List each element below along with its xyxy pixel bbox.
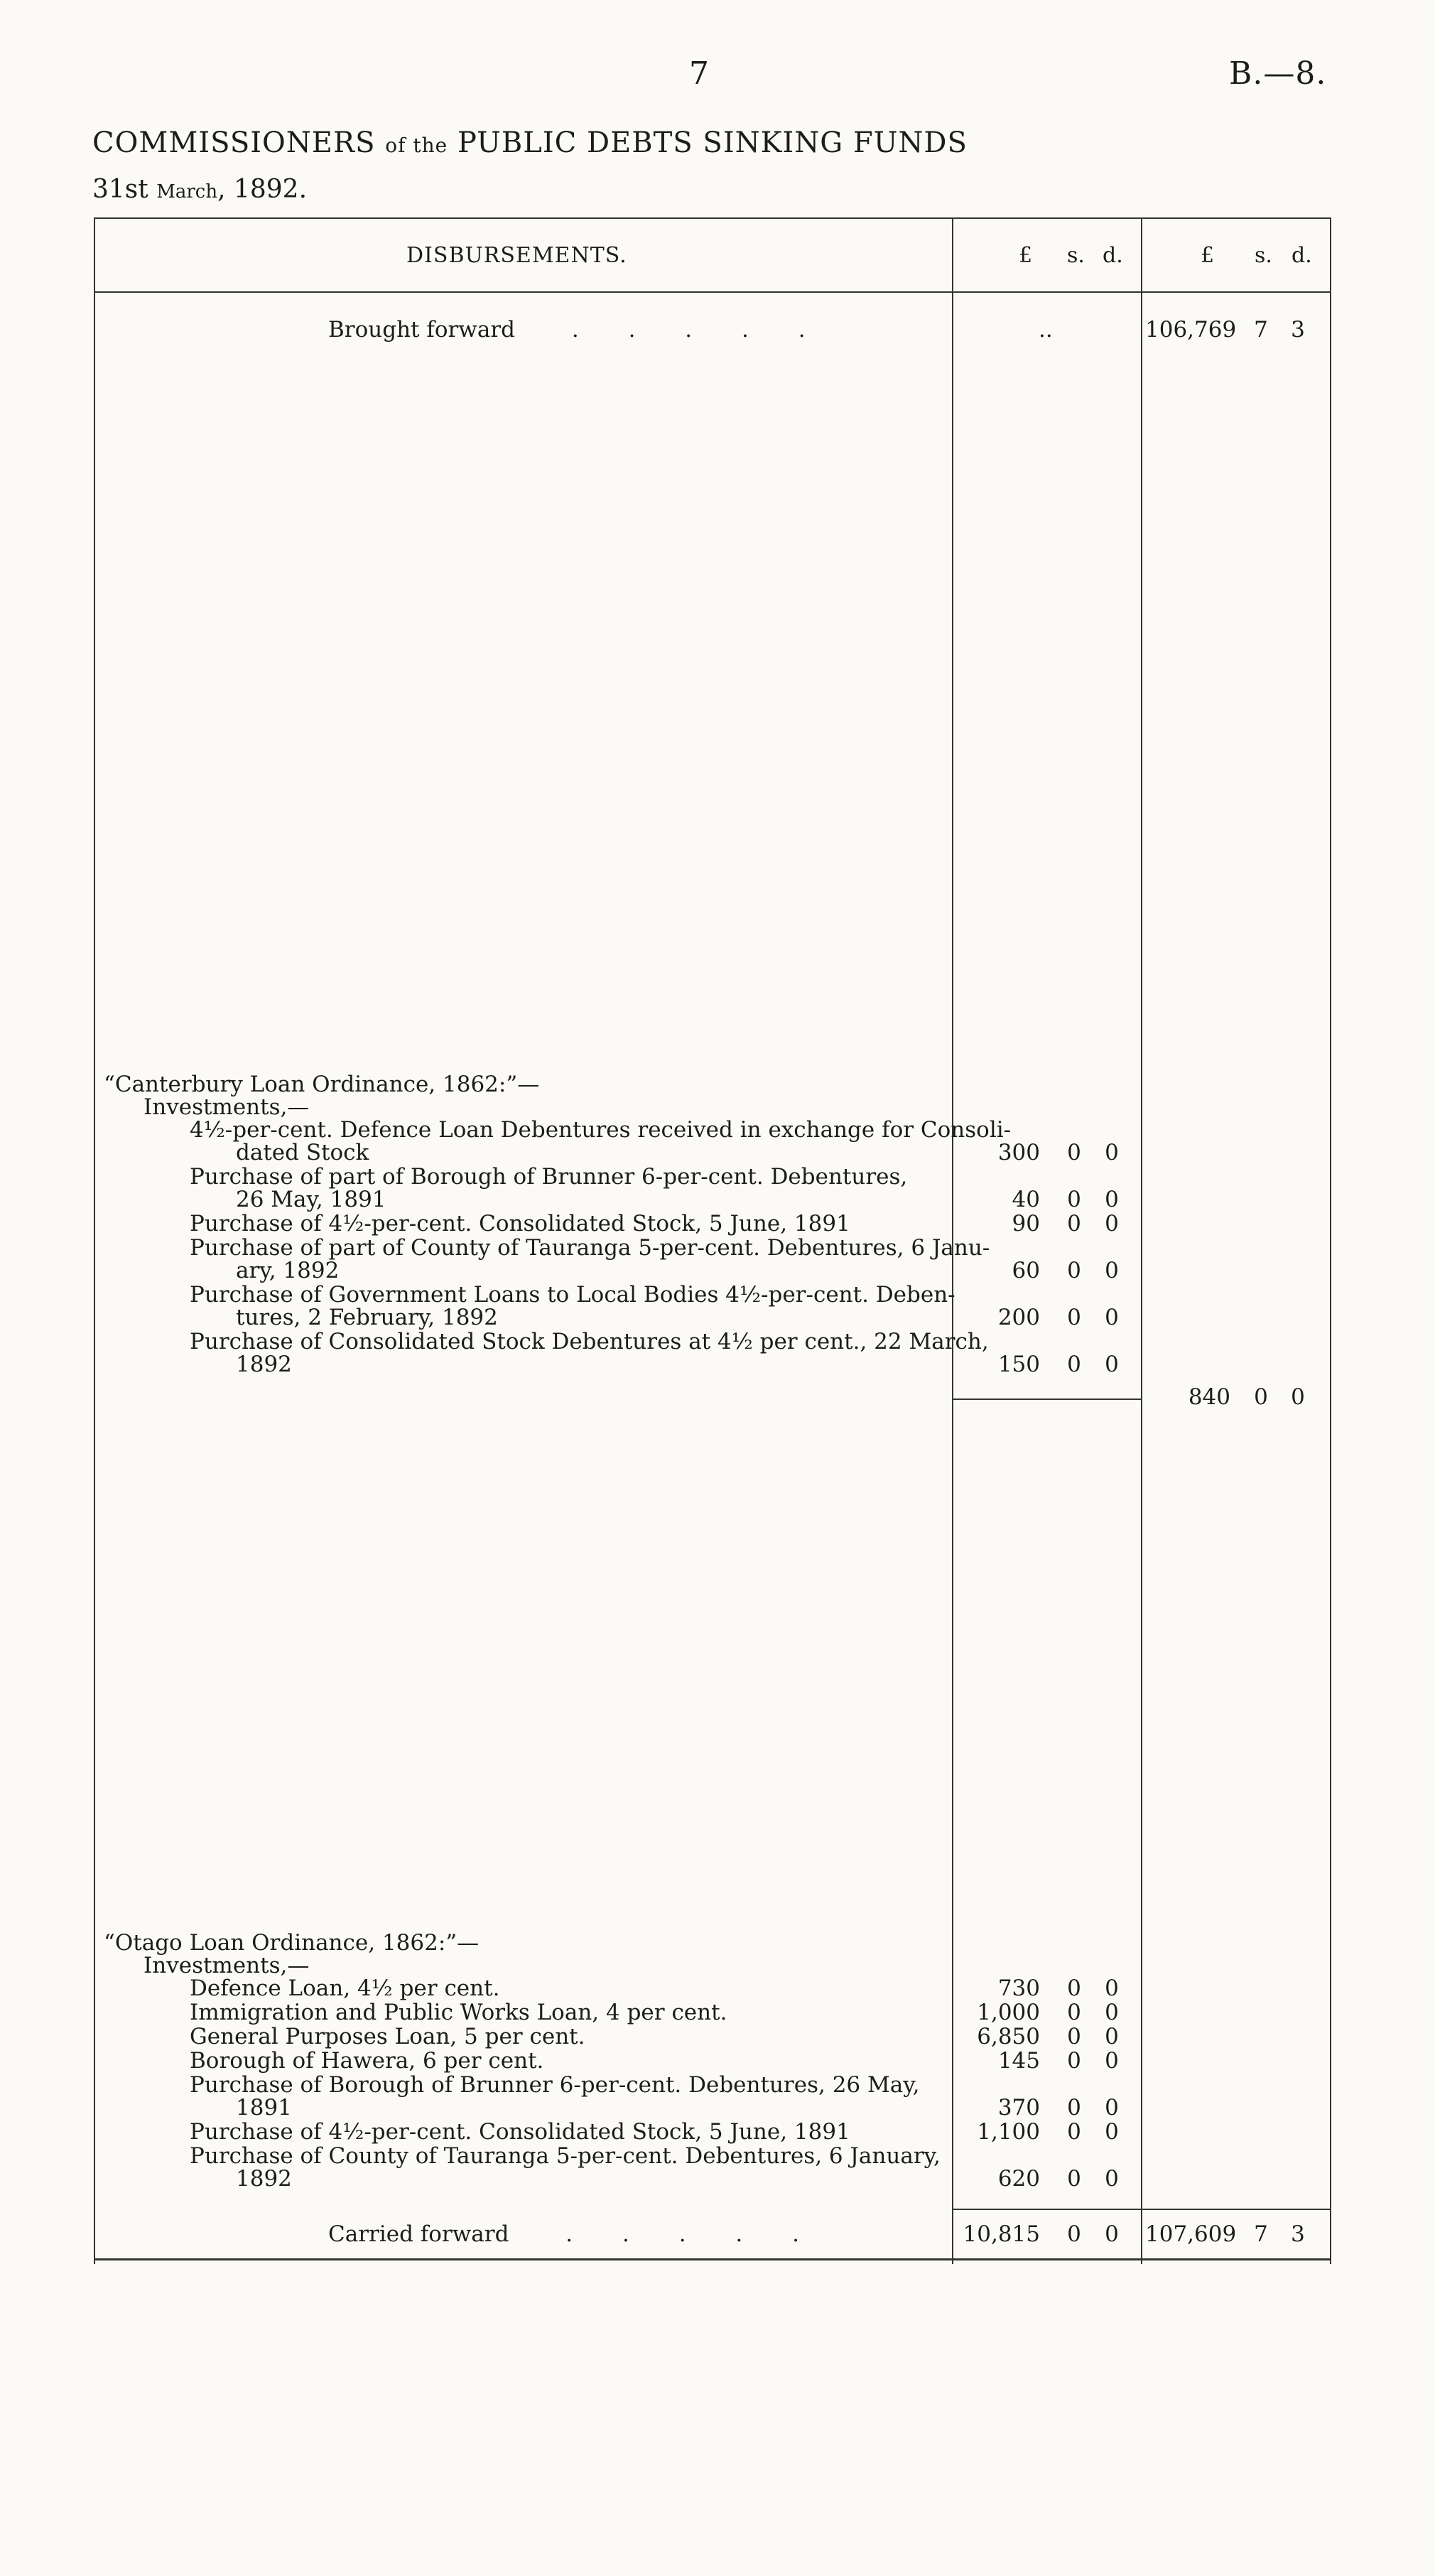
item-pounds: 40	[1012, 1187, 1040, 1212]
table-bottom-rule	[94, 2258, 1331, 2260]
item-line-1: Purchase of County of Tauranga 5-per-cent. Debentures, 6 January,	[190, 2143, 941, 2169]
item-line-2: 1892	[236, 2166, 292, 2192]
item-pounds: 60	[1012, 1258, 1040, 1283]
item-line-2: tures, 2 February, 1892	[236, 1305, 498, 1330]
item-pounds: 145	[997, 2048, 1040, 2074]
item-shillings: 0	[1067, 1140, 1081, 1165]
item-shillings: 0	[1067, 1352, 1081, 1377]
item-pounds: 90	[1012, 1211, 1040, 1236]
brought-forward-pence: 3	[1291, 317, 1305, 343]
date-year: , 1892.	[217, 175, 308, 204]
column-rule-2	[1141, 217, 1142, 2264]
item-pence: 0	[1105, 2024, 1119, 2049]
table-right-rule	[1330, 217, 1331, 2264]
page-title	[92, 126, 968, 159]
carried-forward-label	[328, 2221, 821, 2247]
brought-forward-col1: ..	[1039, 317, 1053, 343]
item-pounds: 1,000	[977, 2000, 1040, 2025]
item-line-2: ary, 1892	[236, 1258, 340, 1283]
item-line-2: 1891	[236, 2095, 292, 2120]
document-reference: B.—8.	[1229, 55, 1327, 92]
item-pounds: 200	[997, 1305, 1040, 1330]
item-line-2: 1892	[236, 1352, 292, 1377]
otago-subheading: Investments,—	[144, 1953, 310, 1978]
item-shillings: 0	[1067, 2095, 1081, 2120]
item-line-1: Defence Loan, 4½ per cent.	[190, 1976, 500, 2001]
table-left-rule	[94, 217, 95, 2264]
item-pence: 0	[1105, 1211, 1119, 1236]
carried-forward-col2-shillings: 7	[1254, 2221, 1268, 2247]
item-pounds: 620	[997, 2166, 1040, 2192]
leader-dots: . . . . .	[565, 2221, 821, 2247]
item-shillings: 0	[1067, 2166, 1081, 2192]
header-col2-pounds: £	[1201, 243, 1215, 268]
header-rule	[94, 291, 1331, 293]
item-pence: 0	[1105, 1305, 1119, 1330]
item-line-1: Borough of Hawera, 6 per cent.	[190, 2048, 544, 2074]
canterbury-subtotal-rule	[953, 1399, 1141, 1400]
date-month: March	[156, 181, 218, 203]
item-shillings: 0	[1067, 2000, 1081, 2025]
title-part-1: COMMISSIONERS	[92, 126, 376, 159]
item-pence: 0	[1105, 1140, 1119, 1165]
title-part-2: of the	[385, 134, 448, 157]
item-line-1: General Purposes Loan, 5 per cent.	[190, 2024, 585, 2049]
canterbury-total-shillings: 0	[1254, 1384, 1268, 1410]
item-line-1: Purchase of Government Loans to Local Bodies 4½-per-cent. Deben-	[190, 1282, 955, 1308]
brought-forward-label	[328, 317, 827, 343]
carried-forward-col1-shillings: 0	[1067, 2221, 1081, 2247]
canterbury-subheading: Investments,—	[144, 1094, 310, 1120]
item-shillings: 0	[1067, 1187, 1081, 1212]
item-pence: 0	[1105, 2166, 1119, 2192]
item-pence: 0	[1105, 1976, 1119, 2001]
item-line-2: 26 May, 1891	[236, 1187, 386, 1212]
canterbury-total-pounds: 840	[1188, 1384, 1230, 1410]
brought-forward-text: Brought forward	[328, 317, 515, 343]
carried-forward-text: Carried forward	[328, 2221, 509, 2247]
item-pence: 0	[1105, 2095, 1119, 2120]
item-shillings: 0	[1067, 1211, 1081, 1236]
header-col1-pence: d.	[1103, 243, 1123, 268]
item-shillings: 0	[1067, 1976, 1081, 2001]
canterbury-heading: “Canterbury Loan Ordinance, 1862:”—	[104, 1072, 540, 1097]
carried-forward-col2-pence: 3	[1291, 2221, 1305, 2247]
header-col1-pounds: £	[1019, 243, 1033, 268]
item-shillings: 0	[1067, 2119, 1081, 2145]
item-pence: 0	[1105, 1352, 1119, 1377]
carried-forward-col2-pounds: 107,609	[1145, 2221, 1237, 2247]
table-top-rule	[94, 217, 1331, 219]
item-line-1: Purchase of Borough of Brunner 6-per-cent. Debentures, 26 May,	[190, 2072, 920, 2098]
item-pounds: 730	[997, 1976, 1040, 2001]
date-day: 31st	[92, 175, 148, 204]
item-shillings: 0	[1067, 1258, 1081, 1283]
item-pence: 0	[1105, 2119, 1119, 2145]
header-col2-pence: d.	[1292, 243, 1312, 268]
item-line-1: Purchase of Consolidated Stock Debentures at 4½ per cent., 22 March,	[190, 1329, 989, 1354]
brought-forward-pounds: 106,769	[1145, 317, 1237, 343]
item-pounds: 370	[997, 2095, 1040, 2120]
statement-date	[92, 175, 307, 204]
item-shillings: 0	[1067, 1305, 1081, 1330]
header-col1-shillings: s.	[1067, 243, 1085, 268]
item-pounds: 150	[997, 1352, 1040, 1377]
title-part-3: PUBLIC DEBTS SINKING FUNDS	[457, 126, 968, 159]
item-shillings: 0	[1067, 2048, 1081, 2074]
item-line-1: Purchase of 4½-per-cent. Consolidated Stock, 5 June, 1891	[190, 1211, 850, 1236]
header-col2-shillings: s.	[1255, 243, 1272, 268]
item-pence: 0	[1105, 2000, 1119, 2025]
item-line-2: dated Stock	[236, 1140, 369, 1165]
canterbury-total-pence: 0	[1291, 1384, 1305, 1410]
carried-forward-top-rule	[953, 2209, 1331, 2210]
otago-heading: “Otago Loan Ordinance, 1862:”—	[104, 1930, 480, 1956]
item-line-1: Purchase of part of Borough of Brunner 6-per-cent. Debentures,	[190, 1164, 908, 1190]
item-line-1: 4½-per-cent. Defence Loan Debentures received in exchange for Consoli-	[190, 1117, 1012, 1143]
header-disbursements: DISBURSEMENTS.	[406, 243, 627, 268]
item-line-1: Purchase of part of County of Tauranga 5-per-cent. Debentures, 6 Janu-	[190, 1235, 990, 1261]
disbursements-table	[94, 217, 1331, 2264]
item-pounds: 1,100	[977, 2119, 1040, 2145]
item-pence: 0	[1105, 2048, 1119, 2074]
item-shillings: 0	[1067, 2024, 1081, 2049]
item-pence: 0	[1105, 1258, 1119, 1283]
item-pounds: 300	[997, 1140, 1040, 1165]
item-line-1: Immigration and Public Works Loan, 4 per cent.	[190, 2000, 727, 2025]
item-line-1: Purchase of 4½-per-cent. Consolidated Stock, 5 June, 1891	[190, 2119, 850, 2145]
item-pounds: 6,850	[977, 2024, 1040, 2049]
item-pence: 0	[1105, 1187, 1119, 1212]
carried-forward-col1-pounds: 10,815	[963, 2221, 1040, 2247]
page-number: 7	[689, 55, 709, 92]
carried-forward-col1-pence: 0	[1105, 2221, 1119, 2247]
leader-dots: . . . . .	[571, 317, 827, 343]
brought-forward-shillings: 7	[1254, 317, 1268, 343]
